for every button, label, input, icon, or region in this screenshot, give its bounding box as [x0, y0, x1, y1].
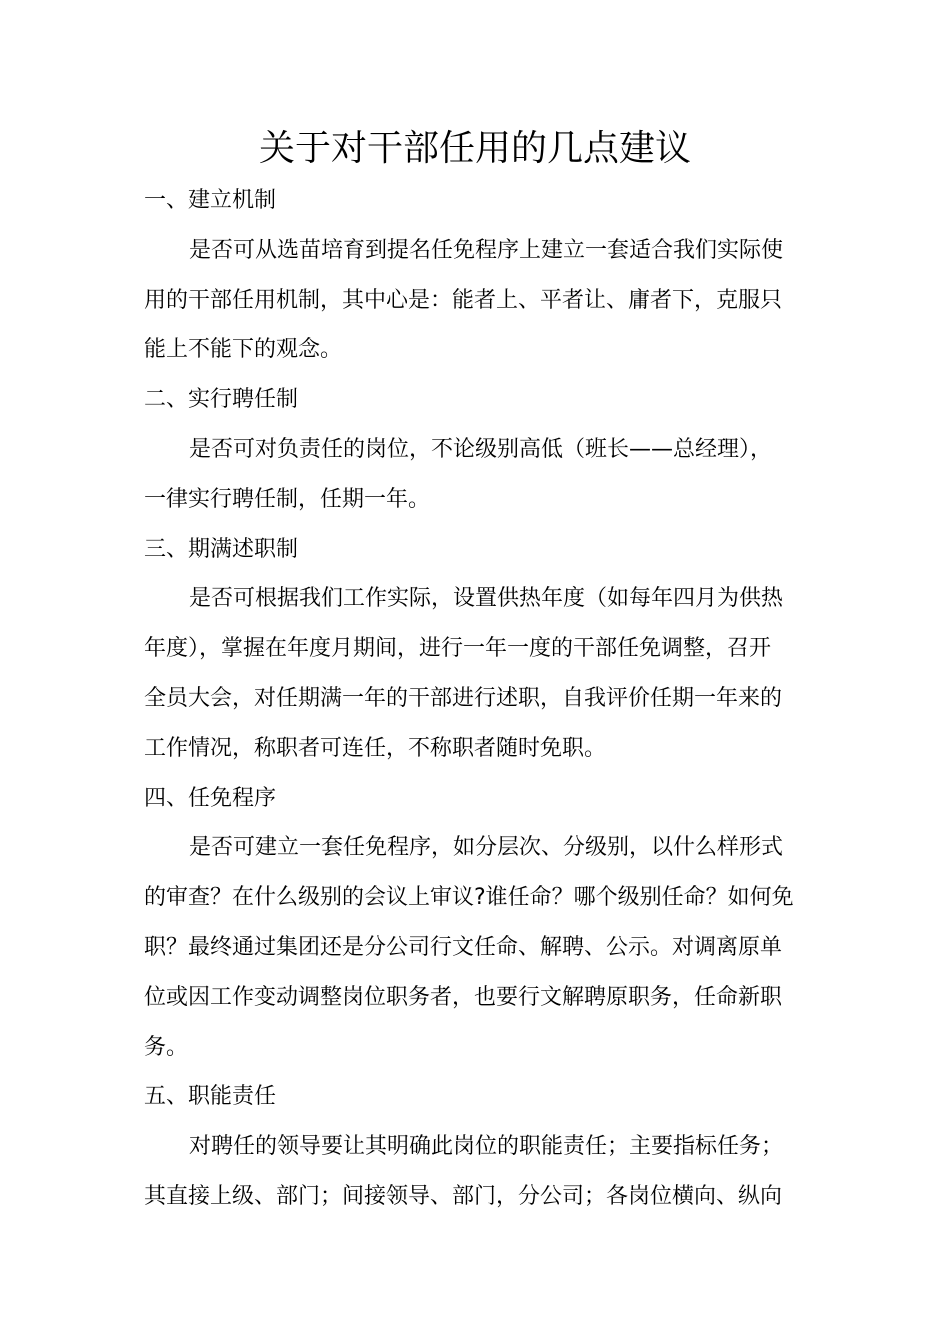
section-paragraph [144, 425, 806, 525]
paragraph-line: 职？最终通过集团还是分公司行文任命、解聘、公示。对调离原单 [144, 934, 783, 960]
paragraph-line: 的审查？在什么级别的会议上审议?谁任命？哪个级别任命？如何免 [144, 885, 794, 911]
section-5 [144, 1072, 806, 1221]
section-2 [144, 375, 806, 524]
paragraph-line: 是否可对负责任的岗位，不论级别高低（班长——总经理）， [189, 436, 773, 462]
section-heading: 三、期满述职制 [144, 536, 299, 562]
section-4 [144, 774, 806, 1073]
paragraph-line: 年度），掌握在年度月期间，进行一年一度的干部任免调整，召开 [144, 636, 772, 662]
document-title: 关于对干部任用的几点建议 [258, 128, 691, 169]
paragraph-line: 工作情况，称职者可连任，不称职者随时免职。 [144, 735, 607, 761]
paragraph-line: 能上不能下的观念。 [144, 337, 343, 363]
document-body [144, 176, 806, 1222]
paragraph-line: 务。 [144, 1034, 189, 1060]
section-paragraph [144, 823, 806, 1072]
paragraph-line: 对聘任的领导要让其明确此岗位的职能责任；主要指标任务； [189, 1134, 784, 1160]
paragraph-line: 全员大会，对任期满一年的干部进行述职，自我评价任期一年来的 [144, 685, 783, 711]
paragraph-line: 是否可从选苗培育到提名任免程序上建立一套适合我们实际使 [189, 237, 784, 263]
section-1 [144, 176, 806, 375]
section-3 [144, 525, 806, 774]
section-heading: 四、任免程序 [144, 785, 277, 811]
paragraph-line: 一律实行聘任制，任期一年。 [144, 486, 431, 512]
paragraph-line: 用的干部任用机制，其中心是：能者上、平者让、庸者下，克服只 [144, 287, 783, 313]
paragraph-line: 是否可根据我们工作实际，设置供热年度（如每年四月为供热 [189, 586, 784, 612]
section-heading: 二、实行聘任制 [144, 387, 299, 413]
section-paragraph [144, 226, 806, 375]
paragraph-line: 是否可建立一套任免程序，如分层次、分级别，以什么样形式 [189, 835, 784, 861]
section-paragraph [144, 1122, 806, 1222]
paragraph-line: 位或因工作变动调整岗位职务者，也要行文解聘原职务，任命新职 [144, 984, 783, 1010]
paragraph-line: 其直接上级、部门；间接领导、部门，分公司；各岗位横向、纵向 [144, 1183, 783, 1209]
section-paragraph [144, 574, 806, 773]
section-heading: 一、建立机制 [144, 188, 277, 213]
section-heading: 五、职能责任 [144, 1084, 277, 1110]
